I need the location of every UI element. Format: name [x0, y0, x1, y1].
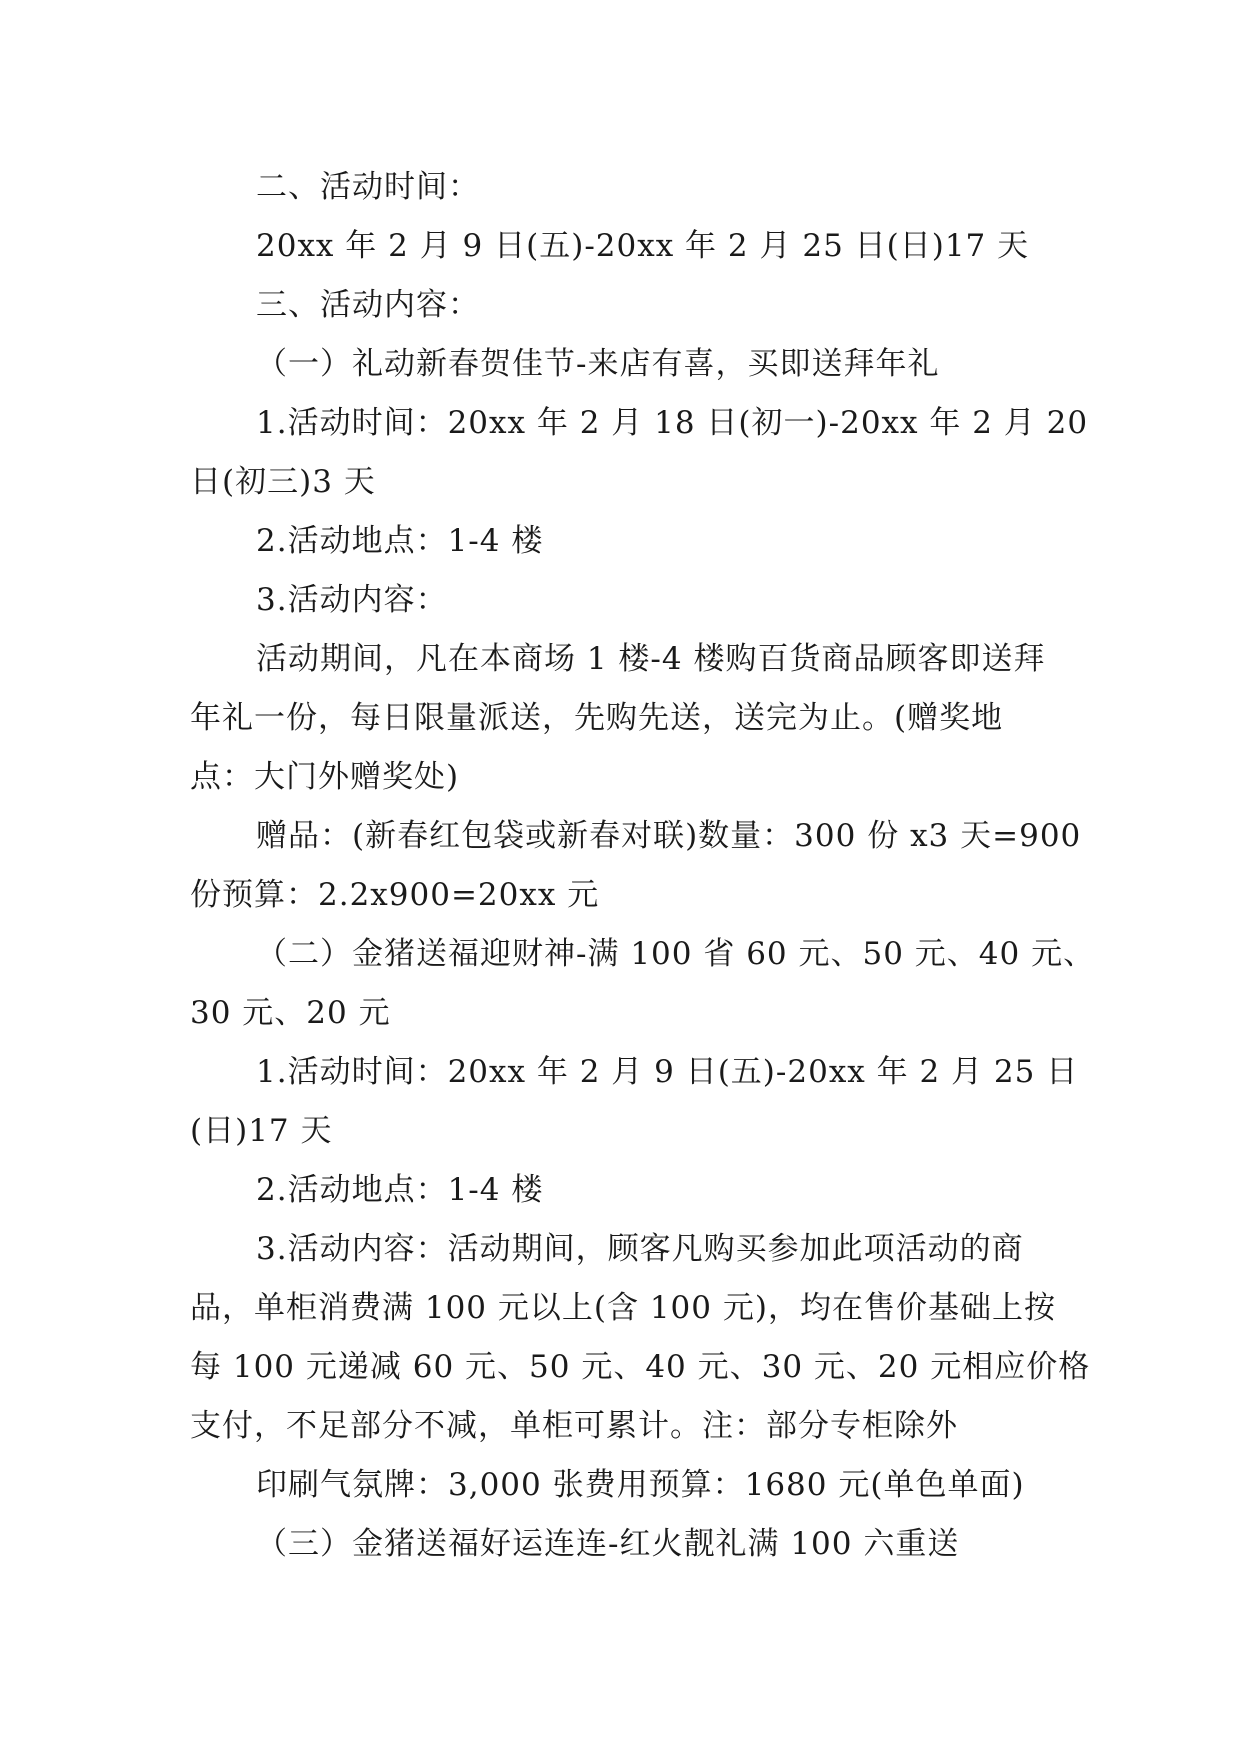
subsection-1-content-line3: 点：大门外赠奖处): [190, 759, 460, 795]
subsection-2-content-line4: 支付，不足部分不减，单柜可累计。注：部分专柜除外: [190, 1408, 958, 1444]
subsection-heading-3: （三）金猪送福好运连连-红火靓礼满 100 六重送: [256, 1526, 960, 1562]
subsection-heading-2-line1: （二）金猪送福迎财神-满 100 省 60 元、50 元、40 元、: [256, 936, 1096, 972]
subsection-1-gift-line2: 份预算：2.2x900=20xx 元: [190, 877, 600, 913]
event-period: 20xx 年 2 月 9 日(五)-20xx 年 2 月 25 日(日)17 天: [256, 228, 1030, 264]
subsection-2-location: 2.活动地点：1-4 楼: [256, 1172, 544, 1208]
subsection-heading-1: （一）礼动新春贺佳节-来店有喜，买即送拜年礼: [256, 346, 940, 382]
subsection-1-content-line2: 年礼一份，每日限量派送，先购先送，送完为止。(赠奖地: [190, 700, 1004, 736]
subsection-1-time-line1: 1.活动时间：20xx 年 2 月 18 日(初一)-20xx 年 2 月 20: [256, 405, 1089, 441]
document-body: [190, 158, 1096, 1574]
section-heading-time: 二、活动时间：: [256, 169, 480, 205]
subsection-1-gift-line1: 赠品：(新春红包袋或新春对联)数量：300 份 x3 天=900: [256, 818, 1082, 854]
subsection-2-content-line3: 每 100 元递减 60 元、50 元、40 元、30 元、20 元相应价格: [190, 1349, 1091, 1385]
subsection-2-print-budget: 印刷气氛牌：3,000 张费用预算：1680 元(单色单面): [256, 1467, 1025, 1503]
subsection-1-location: 2.活动地点：1-4 楼: [256, 523, 544, 559]
section-heading-content: 三、活动内容：: [256, 287, 480, 323]
subsection-1-content-heading: 3.活动内容：: [256, 582, 448, 618]
subsection-2-time-line1: 1.活动时间：20xx 年 2 月 9 日(五)-20xx 年 2 月 25 日: [256, 1054, 1079, 1090]
subsection-2-content-line2: 品，单柜消费满 100 元以上(含 100 元)，均在售价基础上按: [190, 1290, 1056, 1326]
subsection-2-time-line2: (日)17 天: [190, 1113, 333, 1149]
subsection-2-content-line1: 3.活动内容：活动期间，顾客凡购买参加此项活动的商: [256, 1231, 1024, 1267]
subsection-heading-2-line2: 30 元、20 元: [190, 995, 391, 1031]
subsection-1-time-line2: 日(初三)3 天: [190, 464, 376, 500]
subsection-1-content-line1: 活动期间，凡在本商场 1 楼-4 楼购百货商品顾客即送拜: [256, 641, 1046, 677]
